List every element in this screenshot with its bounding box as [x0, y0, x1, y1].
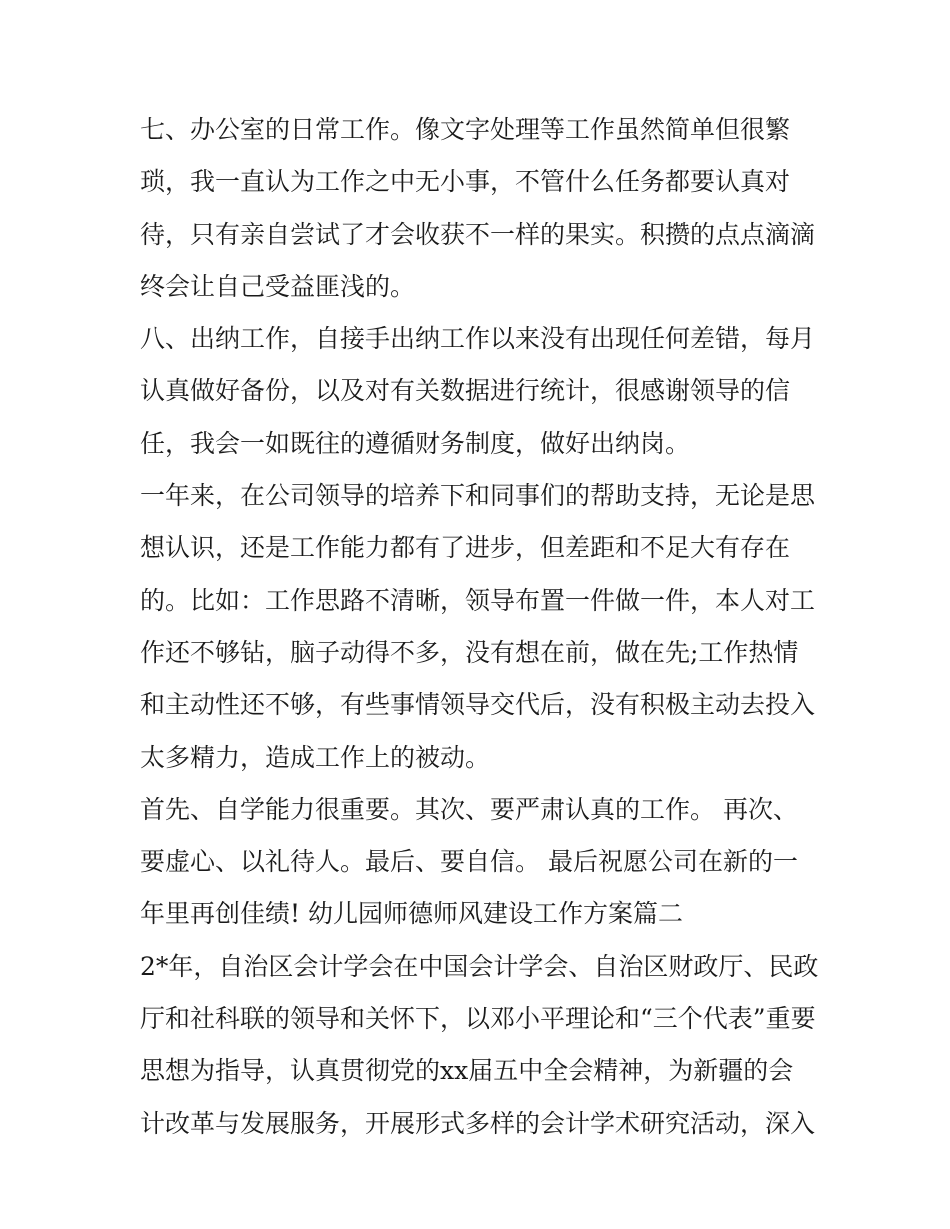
text-line: 2*年，自治区会计学会在中国会计学会、自治区财政厅、民政 [140, 951, 819, 981]
text-line: 一年来，在公司领导的培养下和同事们的帮助支持，无论是思 [140, 481, 816, 511]
text-line: 思想为指导，认真贯彻党的xx届五中全会精神，为新疆的会 [140, 1056, 794, 1086]
text-line: 七、办公室的日常工作。像文字处理等工作虽然简单但很繁 [140, 115, 791, 144]
text-line: 的。比如：工作思路不清晰，领导布置一件做一件，本人对工 [140, 585, 816, 615]
text-line: 任，我会一如既往的遵循财务制度，做好出纳岗。 [140, 428, 691, 458]
text-line: 想认识，还是工作能力都有了进步，但差距和不足大有存在 [140, 533, 791, 563]
text-line: 待，只有亲自尝试了才会收获不一样的果实。积攒的点点滴滴 [140, 219, 816, 249]
text-line: 太多精力，造成工作上的被动。 [140, 742, 491, 772]
text-line: 和主动性还不够，有些事情领导交代后，没有积极主动去投入 [140, 690, 816, 720]
text-line: 年里再创佳绩! 幼儿园师德师风建设工作方案篇二 [140, 899, 683, 929]
text-line: 八、出纳工作，自接手出纳工作以来没有出现任何差错，每月 [140, 324, 816, 354]
document-body [140, 104, 820, 1150]
text-line: 厅和社科联的领导和关怀下，以邓小平理论和“三个代表”重要 [140, 1004, 816, 1034]
text-line: 作还不够钻，脑子动得不多，没有想在前，做在先;工作热情 [140, 637, 799, 667]
text-line: 首先、自学能力很重要。其次、要严肃认真的工作。 再次、 [140, 794, 798, 824]
text-line: 认真做好备份，以及对有关数据进行统计，很感谢领导的信 [140, 376, 791, 406]
text-line: 要虚心、以礼待人。最后、要自信。 最后祝愿公司在新的一 [140, 847, 798, 877]
text-line: 终会让自己受益匪浅的。 [140, 271, 416, 301]
text-line: 计改革与发展服务，开展形式多样的会计学术研究活动，深入 [140, 1108, 816, 1138]
text-line: 琐，我一直认为工作之中无小事，不管什么任务都要认真对 [140, 167, 791, 197]
